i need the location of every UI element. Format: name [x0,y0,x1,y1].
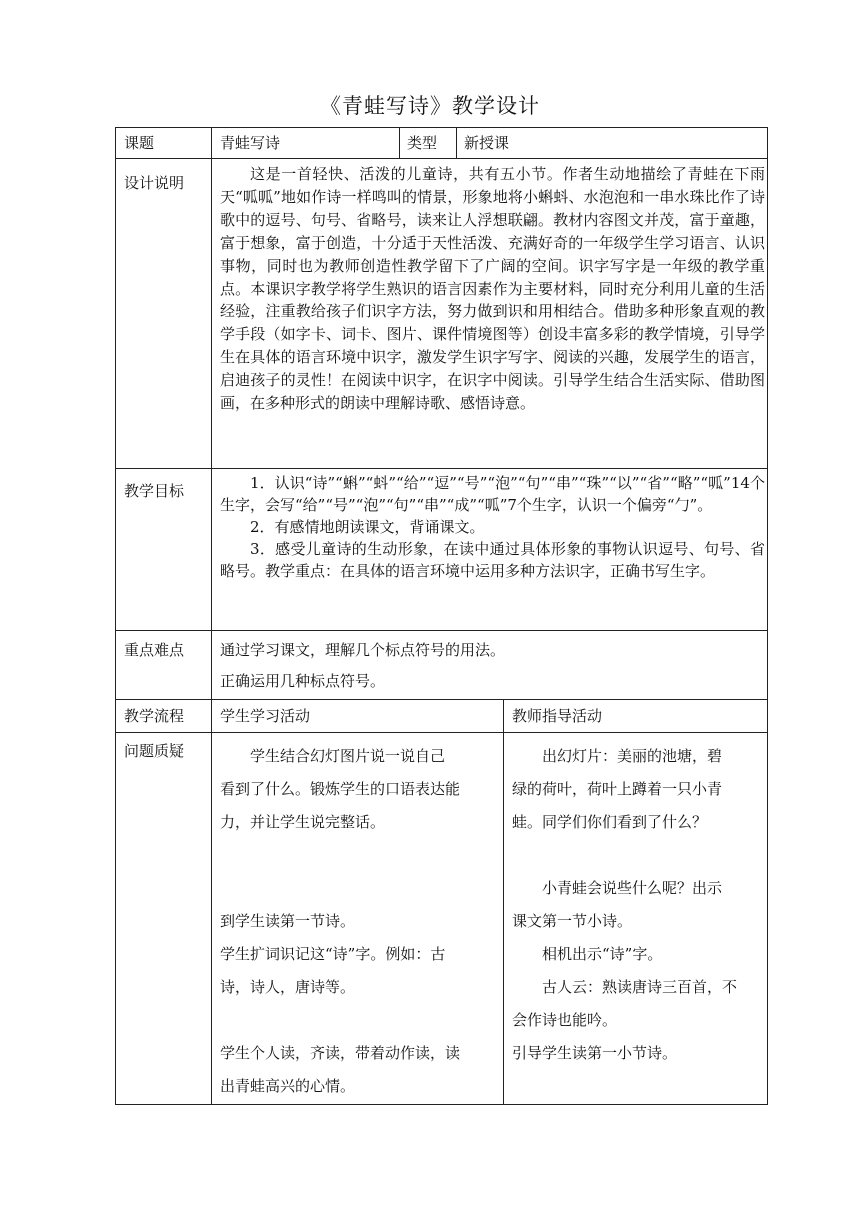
column-divider [456,128,457,158]
row-divider [116,732,767,733]
teacher-line: 小青蛙会说些什么呢？出示 [542,879,723,897]
page-title: 《青蛙写诗》教学设计 [320,94,540,118]
goals-cell [220,472,765,582]
teacher-line: 会作诗也能吟。 [512,1011,618,1029]
student-line: 学生个人读，齐读，带着动作读，读 [220,1044,461,1062]
column-divider [503,699,504,1104]
subject-value: 青蛙写诗 [220,134,281,152]
design-text-cell [220,163,765,415]
student-line: 诗，诗人，唐诗等。 [220,978,356,996]
student-line: 出青蛙高兴的心情。 [220,1077,356,1095]
teacher-activities [512,740,764,1070]
design-text: 这是一首轻快、活泼的儿童诗，共有五小节。作者生动地描绘了青蛙在下雨天“呱呱”地如作诗一样鸣叫的情景，形象地将小蝌蚪、水泡泡和一串水珠比作了诗歌中的逗号、句号、省略号，读来让人浮想联翩。教材内容图文并茂，富于童趣，富于想象，富于创造，十分适于天性活泼、充满好奇的一年级学生学习语言、认识事物，同时也为教师创造性教学留下了广阔的空间。识字写字是一年级的教学重点。本课识字教学将学生熟识的语言因素作为主要材料，同时充分利用儿童的生活经验，注重教给孩子们识字方法，努力做到识和用相结合。借助多种形象直观的教学手段（如字卡、词卡、图片、课件情境图等）创设丰富多彩的教学情境，引导学生在具体的语言环境中识字，激发学生识字写字、阅读的兴趣，发展学生的语言，启迪孩子的灵性！在阅读中识字，在识字中阅读。引导学生结合生活实际、借助图画，在多种形式的朗读中理解诗歌、感悟诗意。 [220,165,765,413]
student-line: 力，并让学生说完整话。 [220,813,386,831]
row-divider [116,699,767,700]
goal-item: 3．感受儿童诗的生动形象，在读中通过具体形象的事物认识逗号、句号、省略号。教学重点：在具体的语言环境中运用多种方法识字，正确书写生字。 [220,540,765,580]
teacher-line: 古人云：熟读唐诗三百首，不 [542,978,738,996]
teacher-line: 出幻灯片：美丽的池塘，碧 [542,747,723,765]
goal-item: 1．认识“诗”“蝌”“蚪”“给”“逗”“号”“泡”“句”“串”“珠”“以”“省”“略”“呱”14个生字，会写“给”“号”“泡”“句”“串”“成”“呱”7个生字，认识一个偏旁“勹”。 [220,474,765,514]
lesson-plan-table [115,127,768,1105]
student-activities [220,740,498,1103]
keypoint-line: 正确运用几种标点符号。 [220,672,386,690]
row-divider [116,630,767,631]
teacher-line: 相机出示“诗”字。 [542,945,663,963]
question-label: 问题质疑 [124,742,185,760]
student-line: 学生扩词识记这“诗”字。例如：古 [220,945,446,963]
keypoints-label: 重点难点 [124,641,185,659]
flow-label: 教学流程 [124,707,185,725]
teacher-activity-header: 教师指导活动 [512,707,603,725]
column-divider [211,128,212,1104]
student-line: 到学生读第一节诗。 [220,912,356,930]
teacher-line: 蛙。同学们你们看到了什么？ [512,813,708,831]
goal-item: 2．有感情地朗读课文，背诵课文。 [250,518,485,536]
student-line: 学生结合幻灯图片说一说自己 [250,747,446,765]
student-activity-header: 学生学习活动 [220,707,311,725]
keypoint-line: 通过学习课文，理解几个标点符号的用法。 [220,641,506,659]
teacher-line: 课文第一节小诗。 [512,912,633,930]
subject-label: 课题 [124,134,155,152]
design-label: 设计说明 [124,174,185,192]
row-divider [116,158,767,159]
student-line: 看到了什么。锻炼学生的口语表达能 [220,780,461,798]
type-value: 新授课 [464,134,510,152]
teacher-line: 引导学生读第一小节诗。 [512,1044,678,1062]
teacher-line: 绿的荷叶，荷叶上蹲着一只小青 [512,780,723,798]
column-divider [399,128,400,158]
type-label: 类型 [407,134,438,152]
goals-label: 教学目标 [124,482,185,500]
row-divider [116,468,767,469]
